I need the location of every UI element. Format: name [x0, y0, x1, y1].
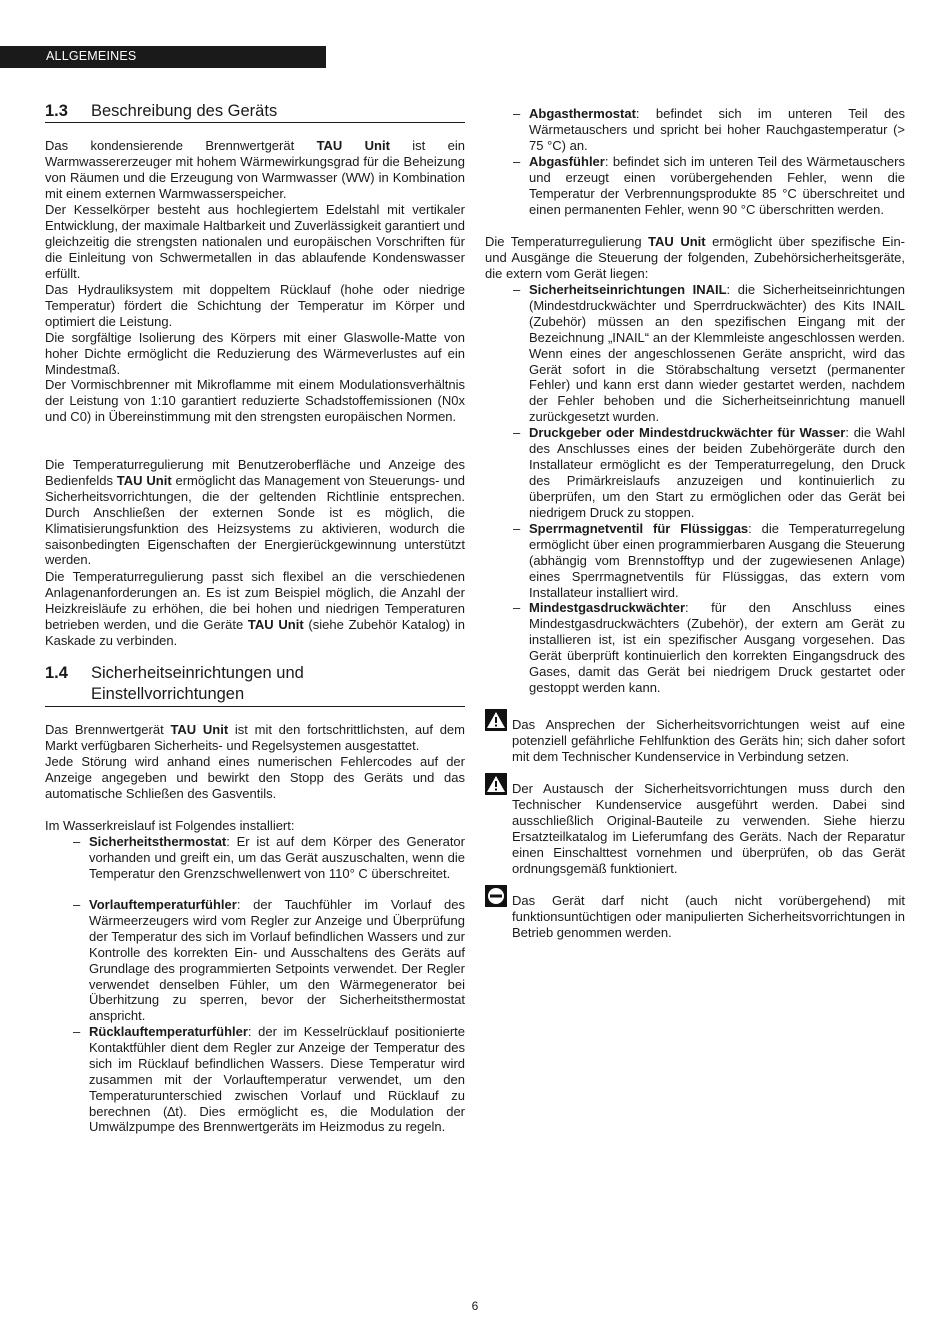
paragraph: Im Wasserkreislauf ist Folgendes installiert: [45, 818, 295, 833]
section-header-band [0, 46, 326, 68]
warning-note: Der Austausch der Sicherheitsvorrichtungen muss durch den Technischer Kundenservice ausgeführt werden. Dabei sind ausschließlich Original-Bauteile zu verwenden. Siehe hierzu Ersatzteilkatalog im Lieferumfang des Geräts. Nach der Reparatur einen Einschalttest vornehmen und überprüfen, ob das Gerät ordnungsgemäß funktioniert. [512, 781, 905, 876]
list-item: Druckgeber oder Mindestdruckwächter für Wasser: die Wahl des Anschlusses eines der beiden Zubehörgeräte durch den Installateur ermöglicht es der Temperaturregelung, den Druck des Primärkreislaufs anzuzeigen und kontinuierlich zu überprüfen, um den Start zu ermöglichen oder das Gerät bei niedrigem Druck zu stoppen. [529, 425, 906, 520]
warning-icon [485, 709, 507, 731]
list-item: Abgasfühler: befindet sich im unteren Teil des Wärmetauschers und erzeugt einen vorübergehenden Fehler, wenn die Temperatur der Verbrennungsprodukte 85 °C überschreitet und einen permanenten Fehler, wenn 90 °C überschritten werden. [529, 154, 905, 217]
list-dash: – [513, 154, 521, 169]
list-dash: – [513, 282, 521, 297]
paragraph: Die Temperaturregulierung passt sich flexibel an die verschiedenen Anlagenanforderungen an. Es ist zum Beispiel möglich, die Anzahl der Heizkreisläufe zu erhöhen, die bei hohen und niedrigen Temperaturen betrieben werden, und die Geräte TAU Unit (siehe Zubehör Katalog) in Kaskade zu verbinden. [45, 569, 465, 648]
section-header-label: ALLGEMEINES [46, 49, 137, 63]
page-number: 6 [471, 1299, 479, 1313]
section-heading-1-4 [45, 663, 465, 705]
section-title: Beschreibung des Geräts [91, 102, 278, 120]
paragraph: Das Hydrauliksystem mit doppeltem Rücklauf (hohe oder niedrige Temperatur) fördert die Schichtung der Temperatur im Körper und optimiert die Leistung. [45, 282, 465, 329]
section-number: 1.4 [45, 664, 68, 682]
list-item: Sicherheitsthermostat: Er ist auf dem Körper des Generator vorhanden und greift ein, um das Gerät auszuschalten, wenn die Temperatur den Grenzschwellenwert von 110° C überschreitet. [89, 834, 465, 881]
list-dash: – [513, 106, 521, 121]
list-item: Sicherheitseinrichtungen INAIL: die Sicherheitseinrichtungen (Mindestdruckwächter und Sperrdruckwächter) des Kits INAIL (Zubehör) müssen an den spezifischen Eingang mit der Bezeichnung „INAIL“ an der Klemmleiste angeschlossen werden. Wenn eines der angeschlossenen Geräte anspricht, wird das Gerät sofort in die Störabschaltung versetzt (permanenter Fehler) und kann erst dann wieder gestartet werden, nachdem der Fehler behoben und die Sicherheitseinrichtung manuell zurückgesetzt wurden. [529, 282, 905, 425]
section-rule [45, 122, 465, 123]
paragraph: Die sorgfältige Isolierung des Körpers mit einer Glaswolle-Matte von hoher Dichte ermöglicht die Reduzierung des Wärmeverlustes auf ein Mindestmaß. [45, 330, 465, 377]
paragraph: Der Kesselkörper besteht aus hochlegiertem Edelstahl mit vertikaler Entwicklung, der maximale Haltbarkeit und Zuverlässigkeit garantiert und gleichzeitig die strengsten nationalen und europäischen Vorschriften für die Einleitung von Schwermetallen in das ablaufende Kondenswasser erfüllt. [45, 202, 465, 281]
list-dash: – [73, 1024, 81, 1039]
warning-icon [485, 773, 507, 795]
paragraph: Die Temperaturregulierung mit Benutzeroberfläche und Anzeige des Bedienfelds TAU Unit ermöglicht das Management von Steuerungs- und Sicherheitsvorrichtungen, die der geltenden Richtlinie entsprechen. Durch Anschließen der externen Sonde ist es möglich, die Klimatisierungsfunktion des Heizsystems zu aktivieren, wodurch die saisonbedingten Eigenschaften der Energierückgewinnung unterstützt werden. [45, 457, 465, 568]
list-dash: – [513, 425, 521, 440]
list-dash: – [513, 600, 521, 615]
list-dash: – [513, 521, 521, 536]
section-number: 1.3 [45, 102, 68, 120]
section-rule [45, 706, 465, 707]
list-dash: – [73, 834, 81, 849]
prohibition-note: Das Gerät darf nicht (auch nicht vorübergehend) mit funktionsuntüchtigen oder manipulierten Sicherheitsvorrichtungen in Betrieb genommen werden. [512, 893, 905, 940]
paragraph: Das kondensierende Brennwertgerät TAU Unit ist ein Warmwassererzeuger mit hohem Wärmewirkungsgrad für die Beheizung von Räumen und die Erzeugung von Warmwasser (WW) in Kombination mit einem externen Warmwasserspeicher. [45, 138, 465, 201]
paragraph: Der Vormischbrenner mit Mikroflamme mit einem Modulationsverhältnis der Leistung von 1:10 garantiert reduzierte Schadstoffemissionen (N0x und C0) in Übereinstimmung mit den strengsten europäischen Normen. [45, 377, 465, 424]
list-item: Abgasthermostat: befindet sich im unteren Teil des Wärmetauschers und spricht bei hoher Rauchgastemperatur (> 75 °C) an. [529, 106, 905, 153]
list-item: Rücklauftemperaturfühler: der im Kesselrücklauf positionierte Kontaktfühler dient dem Regler zur Anzeige der Temperatur des sich im Rücklauf befindlichen Wassers. Diese Temperatur wird zusammen mit der Vorlauftemperatur verwendet, um den Temperaturunterschied zwischen Vorlauf und Rücklauf zu berechnen (∆t). Dies ermöglicht es, die Modulation der Umwälzpumpe des Brennwertgeräts im Heizmodus zu regeln. [89, 1024, 465, 1135]
section-title-line1: Sicherheitseinrichtungen und [91, 664, 304, 682]
warning-note: Das Ansprechen der Sicherheitsvorrichtungen weist auf eine potenziell gefährliche Fehlfunktion des Geräts hin; sich daher sofort mit dem Technischer Kundenservice in Verbindung setzen. [512, 717, 905, 764]
paragraph: Die Temperaturregulierung TAU Unit ermöglicht über spezifische Ein- und Ausgänge die Steuerung der folgenden, Zubehörsicherheitsgeräte, die extern vom Gerät liegen: [485, 234, 905, 281]
paragraph: Jede Störung wird anhand eines numerischen Fehlercodes auf der Anzeige angegeben und bewirkt den Stopp des Geräts und das automatische Schließen des Gasventils. [45, 754, 465, 801]
list-item: Sperrmagnetventil für Flüssiggas: die Temperaturregelung ermöglicht über einen programmierbaren Ausgang die Steuerung (abhängig vom Brennstofftyp und der zugewiesenen Anlage) eines Sperrmagnetventils für Flüssiggas, das extern vom Installateur installiert wird. [529, 521, 905, 600]
paragraph: Das Brennwertgerät TAU Unit ist mit den fortschrittlichsten, auf dem Markt verfügbaren Sicherheits- und Regelsystemen ausgestattet. [45, 722, 465, 753]
section-title-line2: Einstellvorrichtungen [91, 685, 245, 703]
list-item: Mindestgasdruckwächter: für den Anschluss eines Mindestgasdruckwächters (Zubehör), der extern am Gerät zu installieren ist, ist ein spezifischer Ausgang vorgesehen. Das Gerät überprüft kontinuierlich den korrekten Eingangsdruck des Gases, damit das Gerät bei niedrigem Druck gestartet oder gestoppt werden kann. [529, 600, 905, 695]
list-dash: – [73, 897, 81, 912]
prohibition-icon [485, 885, 507, 907]
list-item: Vorlauftemperaturfühler: der Tauchfühler im Vorlauf des Wärmeerzeugers wird vom Regler zur Anzeige und Überprüfung der Temperatur des sich im Vorlauf befindlichen Wassers und zur Kontrolle des korrekten Ein- und Ausschaltens des Geräts auf Grundlage des programmierten Setpoints verwendet. Der Regler verwendet denselben Fühler, um den Wärmegenerator bei Überhitzung zu sperren, bevor der Sicherheitsthermostat anspricht. [89, 897, 465, 1024]
